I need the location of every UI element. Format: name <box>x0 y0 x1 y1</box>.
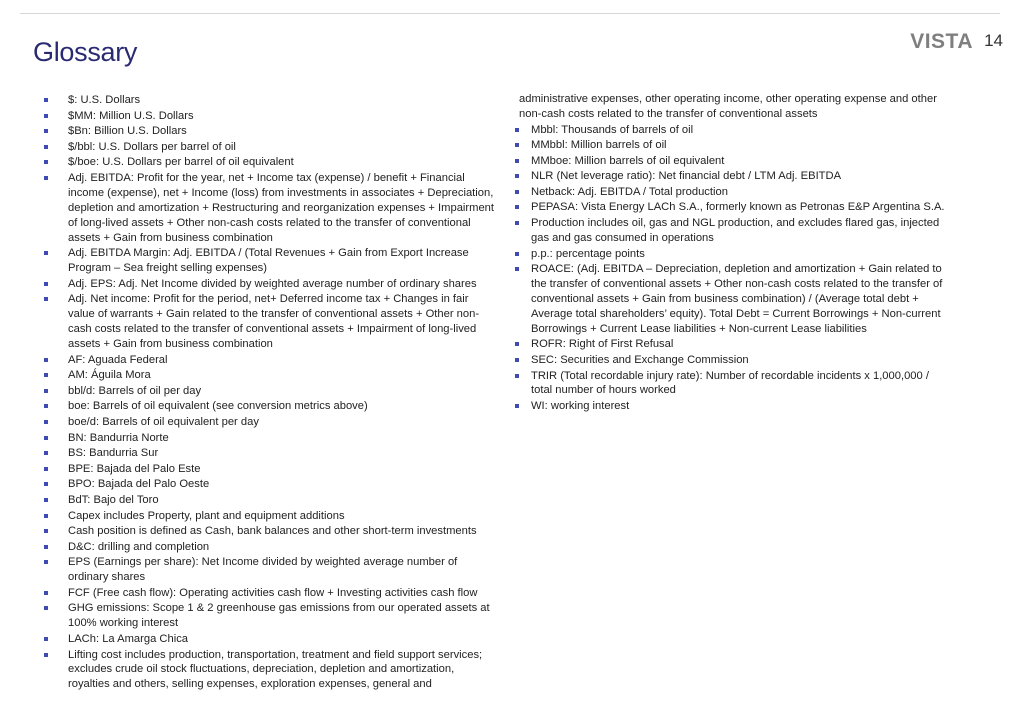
glossary-item: $MM: Million U.S. Dollars <box>42 109 498 124</box>
glossary-item: Adj. Net income: Profit for the period, net+ Deferred income tax + Changes in fair value of warrants + Gain related to the transfer of conventional assets + Other non-cash costs related to the transfer of conventional assets + Impairment of long-lived assets + Gain from business combination <box>42 292 498 352</box>
glossary-item: NLR (Net leverage ratio): Net financial debt / LTM Adj. EBITDA <box>513 169 947 184</box>
glossary-item: FCF (Free cash flow): Operating activities cash flow + Investing activities cash flow <box>42 586 498 601</box>
glossary-item: D&C: drilling and completion <box>42 540 498 555</box>
glossary-item: Adj. EBITDA Margin: Adj. EBITDA / (Total Revenues + Gain from Export Increase Program – Sea freight selling expenses) <box>42 246 498 276</box>
glossary-item: p.p.: percentage points <box>513 247 947 262</box>
glossary-item: ROACE: (Adj. EBITDA – Depreciation, depletion and amortization + Gain related to the transfer of conventional assets + Other non-cash costs related to the transfer of conventional assets + Gain from business combination) / (Average total debt + Average total shareholders’ equity). Total Debt = Current Borrowings + Non-current Borrowings + Current Lease liabilities + Non-current Lease liabilities <box>513 262 947 337</box>
glossary-item: BPE: Bajada del Palo Este <box>42 462 498 477</box>
brand-logo: VISTA <box>910 30 973 53</box>
glossary-item: AM: Águila Mora <box>42 368 498 383</box>
glossary-item: Capex includes Property, plant and equipment additions <box>42 509 498 524</box>
glossary-item: Mbbl: Thousands of barrels of oil <box>513 123 947 138</box>
glossary-item: Cash position is defined as Cash, bank balances and other short-term investments <box>42 524 498 539</box>
glossary-item: Production includes oil, gas and NGL production, and excludes flared gas, injected gas and gas consumed in operations <box>513 216 947 246</box>
glossary-item: Adj. EBITDA: Profit for the year, net + Income tax (expense) / benefit + Financial income (expense), net + Income (loss) from investments in associates + Depreciation, depletion and amortization + Restructuring and reorganization expenses + Impairment of long-lived assets + Other non-cash costs related to the transfer of conventional assets + Gain from business combination <box>42 171 498 246</box>
glossary-item: Netback: Adj. EBITDA / Total production <box>513 185 947 200</box>
page-title: Glossary <box>33 37 138 67</box>
glossary-item: boe/d: Barrels of oil equivalent per day <box>42 415 498 430</box>
glossary-item: BN: Bandurria Norte <box>42 431 498 446</box>
glossary-item: LACh: La Amarga Chica <box>42 632 498 647</box>
glossary-item: BdT: Bajo del Toro <box>42 493 498 508</box>
glossary-item: $Bn: Billion U.S. Dollars <box>42 124 498 139</box>
glossary-item: SEC: Securities and Exchange Commission <box>513 353 947 368</box>
glossary-item: BS: Bandurria Sur <box>42 446 498 461</box>
glossary-item: $: U.S. Dollars <box>42 93 498 108</box>
glossary-item: WI: working interest <box>513 399 947 414</box>
glossary-item: Lifting cost includes production, transportation, treatment and field support services; excludes crude oil stock fluctuations, depreciation, depletion and amortization, royalties and others, selling expenses, exploration expenses, general and <box>42 648 498 693</box>
glossary-item: $/bbl: U.S. Dollars per barrel of oil <box>42 140 498 155</box>
glossary-item: EPS (Earnings per share): Net Income divided by weighted average number of ordinary shares <box>42 555 498 585</box>
glossary-left-column <box>42 93 498 693</box>
glossary-item: bbl/d: Barrels of oil per day <box>42 384 498 399</box>
page-number: 14 <box>984 31 1003 50</box>
glossary-item: BPO: Bajada del Palo Oeste <box>42 477 498 492</box>
glossary-item: Adj. EPS: Adj. Net Income divided by weighted average number of ordinary shares <box>42 277 498 292</box>
glossary-item: boe: Barrels of oil equivalent (see conversion metrics above) <box>42 399 498 414</box>
top-divider <box>20 13 1000 14</box>
glossary-right-column <box>513 92 947 415</box>
glossary-item: GHG emissions: Scope 1 & 2 greenhouse gas emissions from our operated assets at 100% working interest <box>42 601 498 631</box>
glossary-item-continuation: administrative expenses, other operating income, other operating expense and other non-cash costs related to the transfer of conventional assets <box>519 93 937 120</box>
glossary-item: PEPASA: Vista Energy LACh S.A., formerly known as Petronas E&P Argentina S.A. <box>513 200 947 215</box>
glossary-item: TRIR (Total recordable injury rate): Number of recordable incidents x 1,000,000 / total number of hours worked <box>513 369 947 399</box>
glossary-item: MMboe: Million barrels of oil equivalent <box>513 154 947 169</box>
glossary-item: AF: Aguada Federal <box>42 353 498 368</box>
glossary-item: MMbbl: Million barrels of oil <box>513 138 947 153</box>
glossary-item: ROFR: Right of First Refusal <box>513 337 947 352</box>
glossary-item: $/boe: U.S. Dollars per barrel of oil equivalent <box>42 155 498 170</box>
